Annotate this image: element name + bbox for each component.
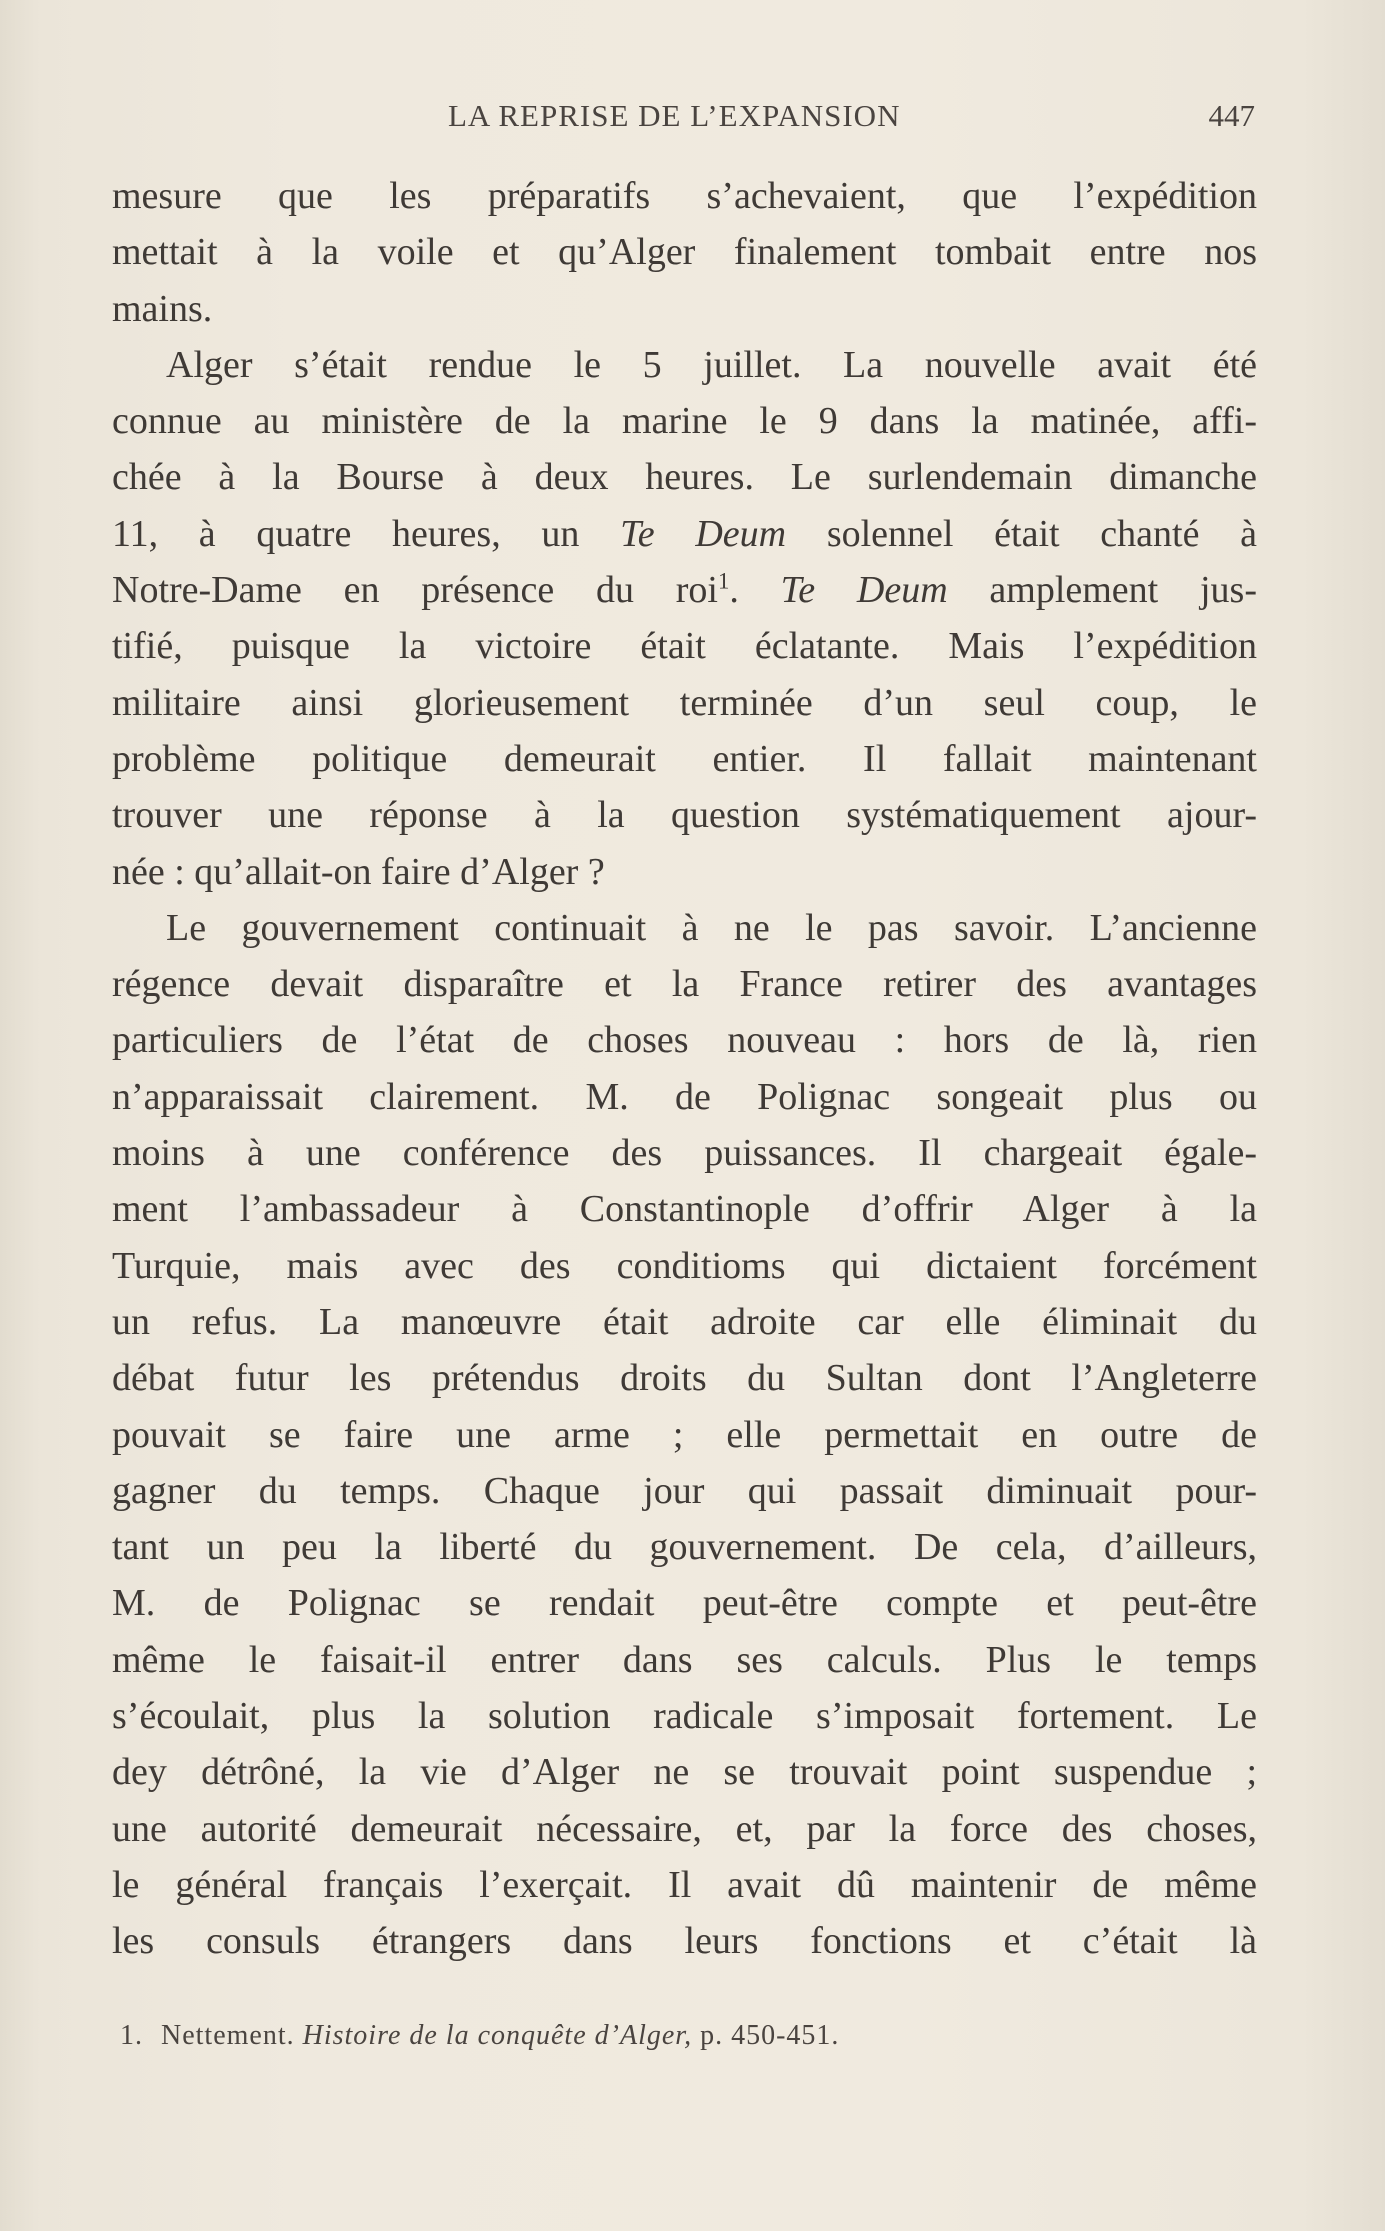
text-line: chée à la Bourse à deux heures. Le surlendemain dimanche — [112, 456, 1257, 499]
text-line: particuliers de l’état de choses nouveau : hors de là, rien — [112, 1019, 1257, 1062]
footnote — [120, 2020, 1220, 2052]
text-line: militaire ainsi glorieusement terminée d’un seul coup, le — [112, 681, 1257, 724]
text-line: problème politique demeurait entier. Il fallait maintenant — [112, 737, 1257, 780]
text-line: tifié, puisque la victoire était éclatante. Mais l’expédition — [112, 625, 1257, 668]
footnote-number: 1. — [120, 2020, 143, 2051]
text-fragment: solennel était chanté à — [786, 512, 1257, 555]
text-line: mains. — [112, 287, 213, 330]
text-line: le général français l’exerçait. Il avait dû maintenir de même — [112, 1863, 1257, 1906]
text-line: dey détrôné, la vie d’Alger ne se trouvait point suspendue ; — [112, 1751, 1257, 1794]
text-line: une autorité demeurait nécessaire, et, par la force des choses, — [112, 1807, 1257, 1850]
body-text — [112, 168, 1257, 1970]
text-line: Le gouvernement continuait à ne le pas savoir. L’ancienne — [166, 906, 1257, 949]
text-line: Alger s’était rendue le 5 juillet. La nouvelle avait été — [166, 343, 1257, 386]
italic-te-deum: Te Deum — [780, 569, 948, 612]
text-line: ment l’ambassadeur à Constantinople d’offrir Alger à la — [112, 1188, 1257, 1231]
footnote-reference: 1 — [717, 568, 730, 594]
text-line: un refus. La manœuvre était adroite car elle éliminait du — [112, 1300, 1257, 1343]
text-line: régence devait disparaître et la France retirer des avantages — [112, 963, 1257, 1006]
text-fragment: amplement jus- — [947, 569, 1257, 612]
text-line: tant un peu la liberté du gouvernement. De cela, d’ailleurs, — [112, 1526, 1257, 1569]
text-line: pouvait se faire une arme ; elle permettait en outre de — [112, 1413, 1257, 1456]
text-line — [112, 562, 1257, 618]
footnote-title: Histoire de la conquête d’Alger, — [302, 2020, 693, 2051]
italic-te-deum: Te Deum — [620, 512, 787, 555]
text-line — [112, 506, 1257, 562]
text-line: les consuls étrangers dans leurs fonctions et c’était là — [112, 1920, 1257, 1963]
text-line: moins à une conférence des puissances. Il chargeait égale- — [112, 1132, 1257, 1175]
text-line: même le faisait-il entrer dans ses calculs. Plus le temps — [112, 1638, 1257, 1681]
text-line: débat futur les prétendus droits du Sultan dont l’Angleterre — [112, 1357, 1257, 1400]
text-line: M. de Polignac se rendait peut-être compte et peut-être — [112, 1582, 1257, 1625]
text-fragment: Notre-Dame en présence du roi — [112, 569, 718, 612]
text-line: née : qu’allait-on faire d’Alger ? — [112, 850, 605, 893]
text-line: mettait à la voile et qu’Alger finalement tombait entre nos — [112, 231, 1257, 274]
text-line: mesure que les préparatifs s’achevaient, que l’expédition — [112, 175, 1257, 217]
text-line: gagner du temps. Chaque jour qui passait diminuait pour- — [112, 1469, 1257, 1512]
text-line: connue au ministère de la marine le 9 dans la matinée, affi- — [112, 400, 1257, 443]
running-title: LA REPRISE DE L’EXPANSION — [448, 98, 901, 133]
text-line: trouver une réponse à la question systématiquement ajour- — [112, 794, 1257, 837]
running-head — [112, 98, 1257, 148]
text-line: n’apparaissait clairement. M. de Polignac songeait plus ou — [112, 1075, 1257, 1118]
text-fragment: . — [729, 569, 781, 612]
footnote-pages: p. 450-451. — [700, 2020, 840, 2051]
text-line: Turquie, mais avec des conditioms qui dictaient forcément — [112, 1244, 1257, 1287]
text-fragment: 11, à quatre heures, un — [112, 512, 580, 555]
page-number: 447 — [1208, 98, 1255, 133]
text-line: s’écoulait, plus la solution radicale s’imposait fortement. Le — [112, 1695, 1257, 1738]
footnote-author: Nettement. — [161, 2020, 295, 2051]
